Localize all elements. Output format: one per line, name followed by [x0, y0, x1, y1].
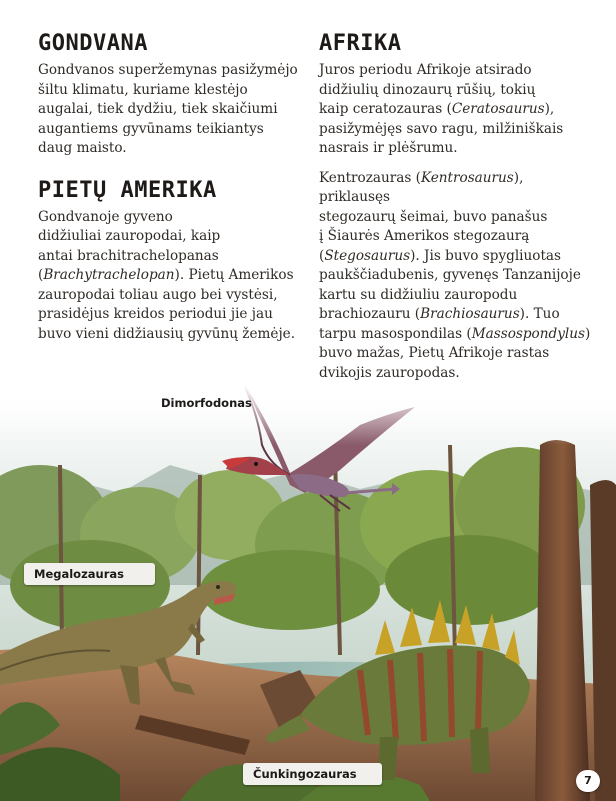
- text-run: ) buvo mažas, Pietų Afrikoje rastas dvikojis zauropodas.: [319, 325, 591, 381]
- text-run: Gondvanoje gyveno didžiuliai zauropodai, kaip antai brachitrachelopanas (: [38, 208, 221, 283]
- right-column: [319, 30, 591, 383]
- page-number: 7: [576, 770, 600, 792]
- paragraph-afrika-2: [319, 169, 591, 384]
- species-name: Brachytrachelopan: [43, 267, 175, 283]
- left-column: [38, 30, 300, 344]
- text-run: Kentrozauras (: [319, 169, 421, 186]
- label-dimorfodonas: Dimorfodonas: [161, 396, 252, 410]
- label-megalozauras: Megalozauras: [24, 563, 155, 585]
- species-name: Ceratosaurus: [451, 101, 545, 117]
- section-title-gondvana: GONDVANA: [38, 31, 148, 56]
- species-name: Brachiosaurus: [420, 306, 520, 322]
- section-title-afrika: AFRIKA: [319, 31, 402, 56]
- paragraph-afrika-1: [319, 61, 591, 159]
- label-cunkingozauras: Čunkingozauras: [243, 763, 382, 785]
- species-name: Massospondylus: [471, 325, 585, 342]
- text-run: ). Jis buvo spygliuotas paukščiadubenis, gyvenęs Tanzanijoje kartu su didžiuliu zauropodu brachiozauru (: [319, 247, 581, 322]
- section-title-pietu-amerika: PIETŲ AMERIKA: [38, 177, 217, 203]
- species-name: Stegosaurus: [324, 247, 411, 264]
- species-name: Kentrosaurus: [420, 169, 514, 186]
- paragraph-pietu-amerika: [38, 208, 300, 345]
- jungle-scene: [0, 385, 616, 801]
- text-run: ). Pietų Amerikos zauropodai toliau augo bei vystėsi, prasidėjus kreidos periodui jie jau buvo vieni didžiausių gyvūnų žemėje.: [38, 267, 296, 342]
- text-run: ), priklausęs stegozaurų šeimai, buvo panašus į Šiaurės Amerikos stegozaurą (: [319, 169, 548, 264]
- text-run: ), pasižymėjęs savo ragu, milžiniškais nasrais ir plėšrumu.: [319, 101, 564, 156]
- top-fade: [0, 385, 616, 445]
- text-run: Juros periodu Afrikoje atsirado didžiulių dinozaurų rūšių, tokių kaip ceratozauras (: [319, 62, 536, 117]
- dinosaur-illustration: [0, 385, 616, 801]
- text-run: ). Tuo tarpu masospondilas (: [319, 306, 560, 342]
- paragraph-gondvana: Gondvanos superžemynas pasižymėjo šiltu klimatu, kuriame klestėjo augalai, tiek dydžiu, tiek skaičiumi augantiems gyvūnams teikiantys daug maisto.: [38, 62, 298, 156]
